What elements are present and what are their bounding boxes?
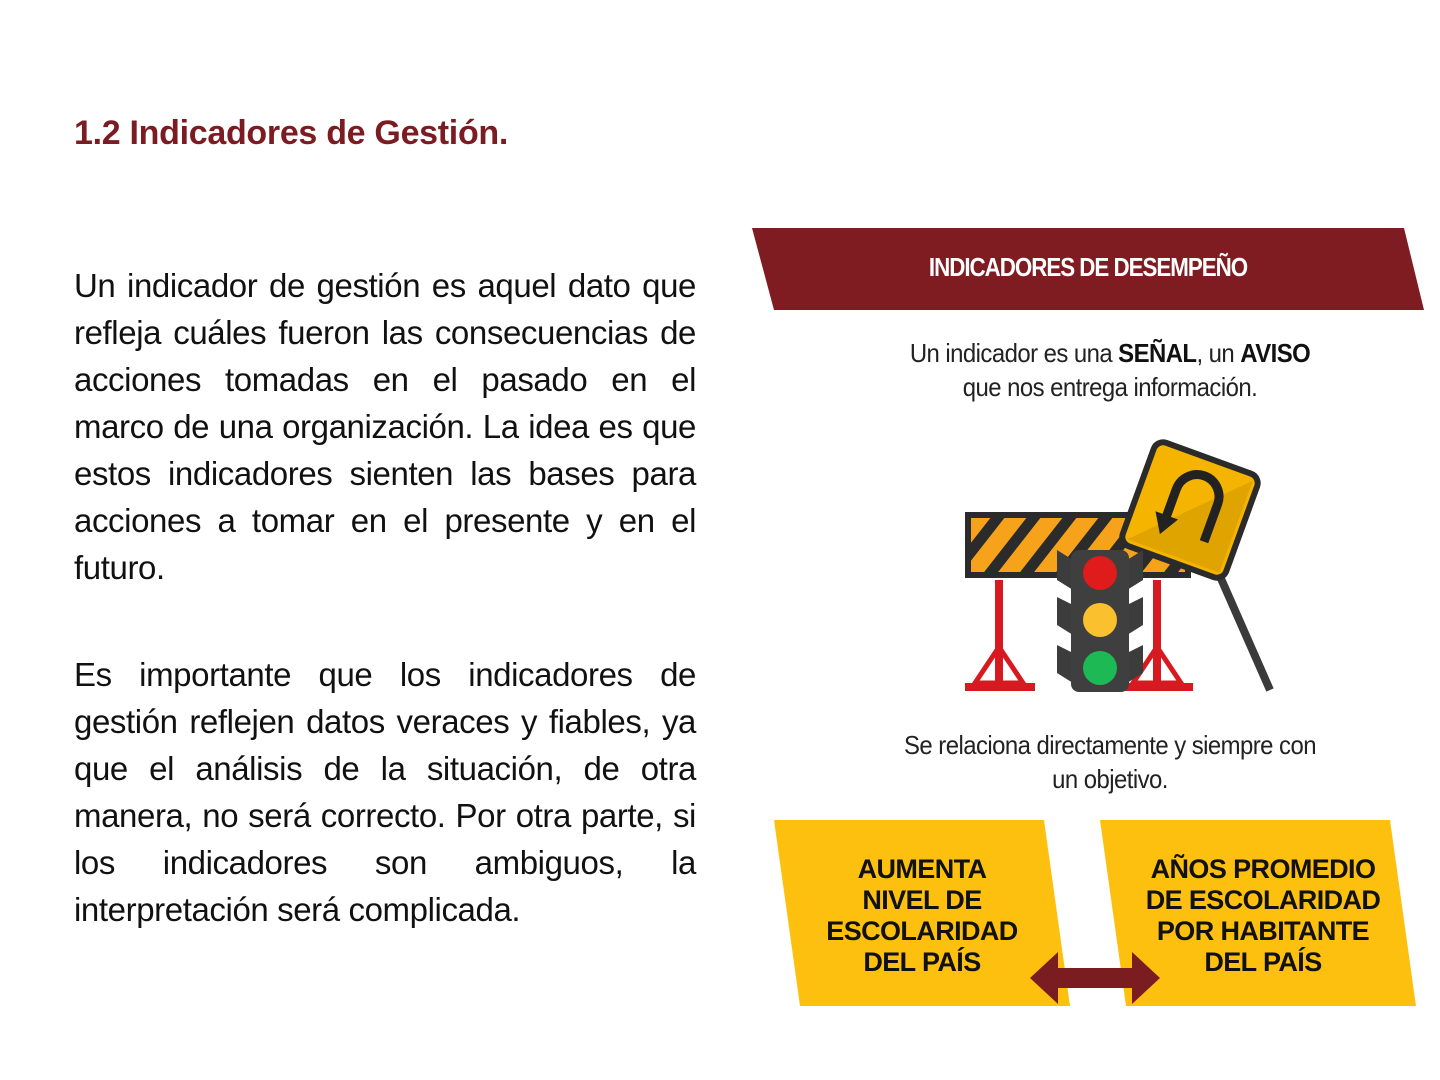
caption-objective (843, 728, 1377, 796)
caption-bold-aviso: AVISO (1240, 338, 1311, 368)
caption-signal (843, 336, 1377, 404)
caption-text: Un indicador es una (909, 338, 1119, 368)
caption-bold-senal: SEÑAL (1118, 338, 1197, 368)
double-arrow-icon (1030, 952, 1160, 1009)
box-line: AÑOS PROMEDIO (1150, 854, 1376, 884)
box-line: POR HABITANTE (1156, 916, 1370, 946)
box-line: NIVEL DE (862, 885, 982, 915)
caption-text: un objetivo. (1052, 764, 1168, 794)
box-line: DEL PAÍS (863, 947, 981, 977)
box-line: ESCOLARIDAD (826, 916, 1018, 946)
box-line: DEL PAÍS (1204, 947, 1322, 977)
box-line: AUMENTA (857, 854, 987, 884)
banner-title: INDICADORES DE DESEMPEÑO (928, 252, 1248, 282)
paragraph-definition: Un indicador de gestión es aquel dato que refleja cuáles fueron las consecuencias de acciones tomadas en el pasado en el marco de una organización. La idea es que estos indicadores sienten las bases para acciones a tomar en el presente y en el futuro. (74, 267, 696, 586)
box-line: DE ESCOLARIDAD (1145, 885, 1381, 915)
traffic-light-icon (1057, 550, 1143, 692)
indicator-illustration (955, 425, 1285, 710)
infographic-banner (752, 228, 1424, 310)
caption-text: , un (1196, 338, 1241, 368)
paragraph-importance: Es importante que los indicadores de gestión reflejen datos veraces y fiables, ya que el análisis de la situación, de otra manera, no será correcto. Por otra parte, si los indicadores son ambiguos, la interpretación será complicada. (74, 656, 696, 928)
section-title: 1.2 Indicadores de Gestión. (74, 114, 509, 152)
caption-text: Se relaciona directamente y siempre con (904, 730, 1316, 760)
objective-box (774, 820, 1070, 1006)
objective-box-text (774, 854, 1070, 978)
caption-text: que nos entrega información. (962, 372, 1258, 402)
